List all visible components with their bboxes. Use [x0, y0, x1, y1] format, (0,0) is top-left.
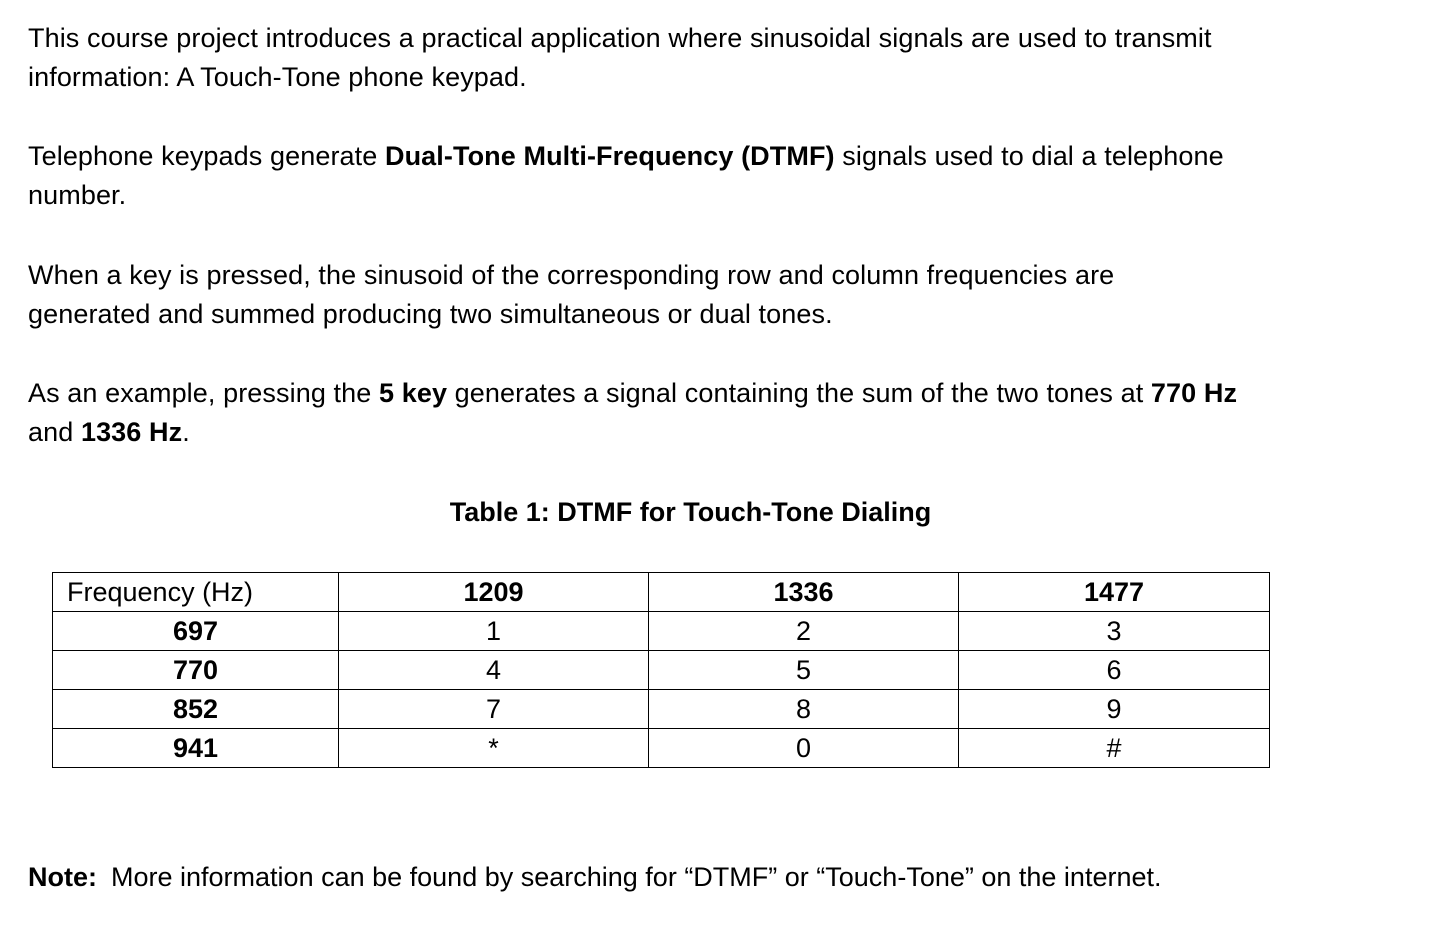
dtmf-definition-paragraph: [28, 137, 1388, 215]
table-caption: Table 1: DTMF for Touch-Tone Dialing: [449, 497, 932, 527]
example-freq-1336-bold: 1336 Hz: [80, 417, 183, 447]
table-row: [53, 612, 1270, 651]
example-line2-post: .: [182, 417, 190, 447]
key-press-line-2: generated and summed producing two simultaneous or dual tones.: [28, 299, 833, 329]
row-header: 770: [53, 651, 339, 690]
table-cell: 1: [339, 612, 649, 651]
table-row: [53, 729, 1270, 768]
row-header: 852: [53, 690, 339, 729]
example-line2-pre: and: [28, 417, 81, 447]
key-press-line-1: When a key is pressed, the sinusoid of the corresponding row and column frequencies are: [28, 260, 1115, 290]
dtmf-definition-line-2: number.: [28, 180, 127, 210]
table-row: [53, 651, 1270, 690]
intro-paragraph: [28, 19, 1388, 97]
example-paragraph: [28, 374, 1388, 452]
table-cell: 3: [959, 612, 1270, 651]
key-press-paragraph: [28, 256, 1388, 334]
column-header: 1336: [649, 573, 959, 612]
note-label: Note:: [28, 862, 97, 892]
intro-line-1: This course project introduces a practical application where sinusoidal signals are used to transmit: [28, 23, 1212, 53]
table-row: [53, 690, 1270, 729]
table-corner-label: Frequency (Hz): [53, 573, 339, 612]
example-freq-770-bold: 770 Hz: [1150, 378, 1238, 408]
table-cell: *: [339, 729, 649, 768]
table-cell: 7: [339, 690, 649, 729]
column-header: 1209: [339, 573, 649, 612]
example-mid: generates a signal containing the sum of the two tones at: [447, 378, 1151, 408]
note-text: More information can be found by searching for “DTMF” or “Touch-Tone” on the internet.: [111, 862, 1162, 892]
row-header: 697: [53, 612, 339, 651]
table-cell: 0: [649, 729, 959, 768]
note-paragraph: [28, 857, 1161, 897]
dtmf-definition-bold: Dual-Tone Multi-Frequency (DTMF): [384, 141, 835, 171]
table-cell: 8: [649, 690, 959, 729]
table-cell: 2: [649, 612, 959, 651]
example-pre: As an example, pressing the: [28, 378, 379, 408]
intro-line-2: information: A Touch-Tone phone keypad.: [28, 62, 527, 92]
table-cell: #: [959, 729, 1270, 768]
example-key-bold: 5 key: [379, 378, 448, 408]
dtmf-table: [52, 572, 1270, 768]
table-cell: 6: [959, 651, 1270, 690]
dtmf-definition-post: signals used to dial a telephone: [834, 141, 1224, 171]
table-cell: 9: [959, 690, 1270, 729]
row-header: 941: [53, 729, 339, 768]
table-cell: 5: [649, 651, 959, 690]
table-cell: 4: [339, 651, 649, 690]
column-header: 1477: [959, 573, 1270, 612]
dtmf-definition-pre: Telephone keypads generate: [28, 141, 385, 171]
table-header-row: [53, 573, 1270, 612]
